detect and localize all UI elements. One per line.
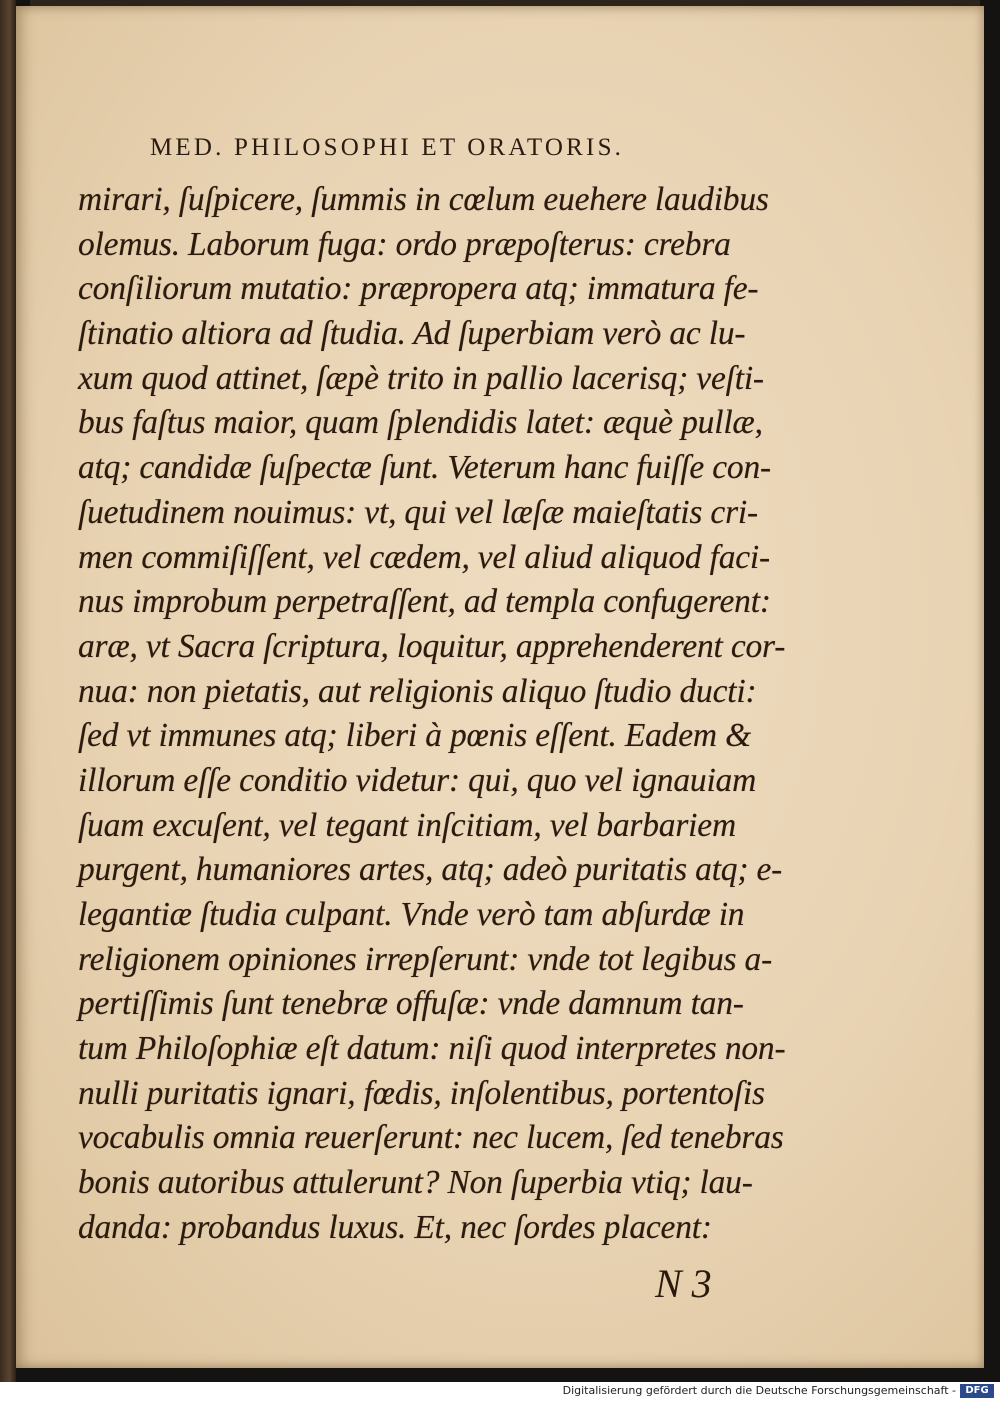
footer-bar — [0, 1382, 1000, 1401]
text-line: atq; candidæ ſuſpectæ ſunt. Veterum hanc fuiſſe con- — [78, 449, 771, 487]
dfg-logo: DFG — [960, 1384, 994, 1398]
text-line: xum quod attinet, ſæpè trito in pallio lacerisq; veſti- — [78, 359, 764, 397]
body-text — [78, 178, 878, 1278]
text-line: religionem opiniones irrepſerunt: vnde tot legibus a- — [78, 940, 773, 978]
text-line: ſtinatio altiora ad ſtudia. Ad ſuperbiam verò ac lu- — [78, 315, 746, 353]
footer-credit: Digitalisierung gefördert durch die Deutsche Forschungsgemeinschaft - — [562, 1384, 956, 1397]
text-line: danda: probandus luxus. Et, nec ſordes placent: — [78, 1208, 712, 1246]
text-line: ſed vt immunes atq; liberi à pœnis eſſent. Eadem & — [78, 717, 751, 755]
text-line: ſuam excuſent, vel tegant inſcitiam, vel barbariem — [78, 806, 736, 844]
text-line: vocabulis omnia reuerſerunt: nec lucem, ſed tenebras — [78, 1119, 784, 1157]
text-line: nua: non pietatis, aut religionis aliquo ſtudio ducti: — [78, 672, 757, 710]
text-line: olemus. Laborum fuga: ordo præpoſterus: crebra — [78, 225, 731, 263]
text-line: tum Philoſophiæ eſt datum: niſi quod interpretes non- — [78, 1030, 786, 1068]
signature-mark: N 3 — [655, 1261, 712, 1306]
text-line: conſiliorum mutatio: præpropera atq; immatura fe- — [78, 270, 759, 308]
text-line: aræ, vt Sacra ſcriptura, loquitur, apprehenderent cor- — [78, 627, 786, 665]
text-line: purgent, humaniores artes, atq; adeò puritatis atq; e- — [78, 851, 783, 889]
text-line: illorum eſſe conditio videtur: qui, quo vel ignauiam — [78, 761, 757, 799]
text-line: bonis autoribus attulerunt? Non ſuperbia vtiq; lau- — [78, 1164, 753, 1202]
text-line: pertiſſimis ſunt tenebræ offuſæ: vnde damnum tan- — [78, 985, 744, 1023]
text-line: mirari, ſuſpicere, ſummis in cœlum euehere laudibus — [78, 181, 769, 218]
book-spine — [0, 0, 16, 1382]
text-line: bus faſtus maior, quam ſplendidis latet: æquè pullæ, — [78, 404, 763, 442]
text-line: nulli puritatis ignari, fœdis, inſolentibus, portentoſis — [78, 1074, 765, 1112]
text-line: men commiſiſſent, vel cædem, vel aliud aliquod faci- — [78, 538, 770, 576]
text-line: legantiæ ſtudia culpant. Vnde verò tam abſurdæ in — [78, 896, 745, 933]
text-line: ſuetudinem nouimus: vt, qui vel læſæ maieſtatis cri- — [78, 493, 758, 531]
running-head: MED. PHILOSOPHI ET ORATORIS. — [150, 134, 625, 161]
text-line: nus improbum perpetraſſent, ad templa confugerent: — [78, 583, 771, 621]
